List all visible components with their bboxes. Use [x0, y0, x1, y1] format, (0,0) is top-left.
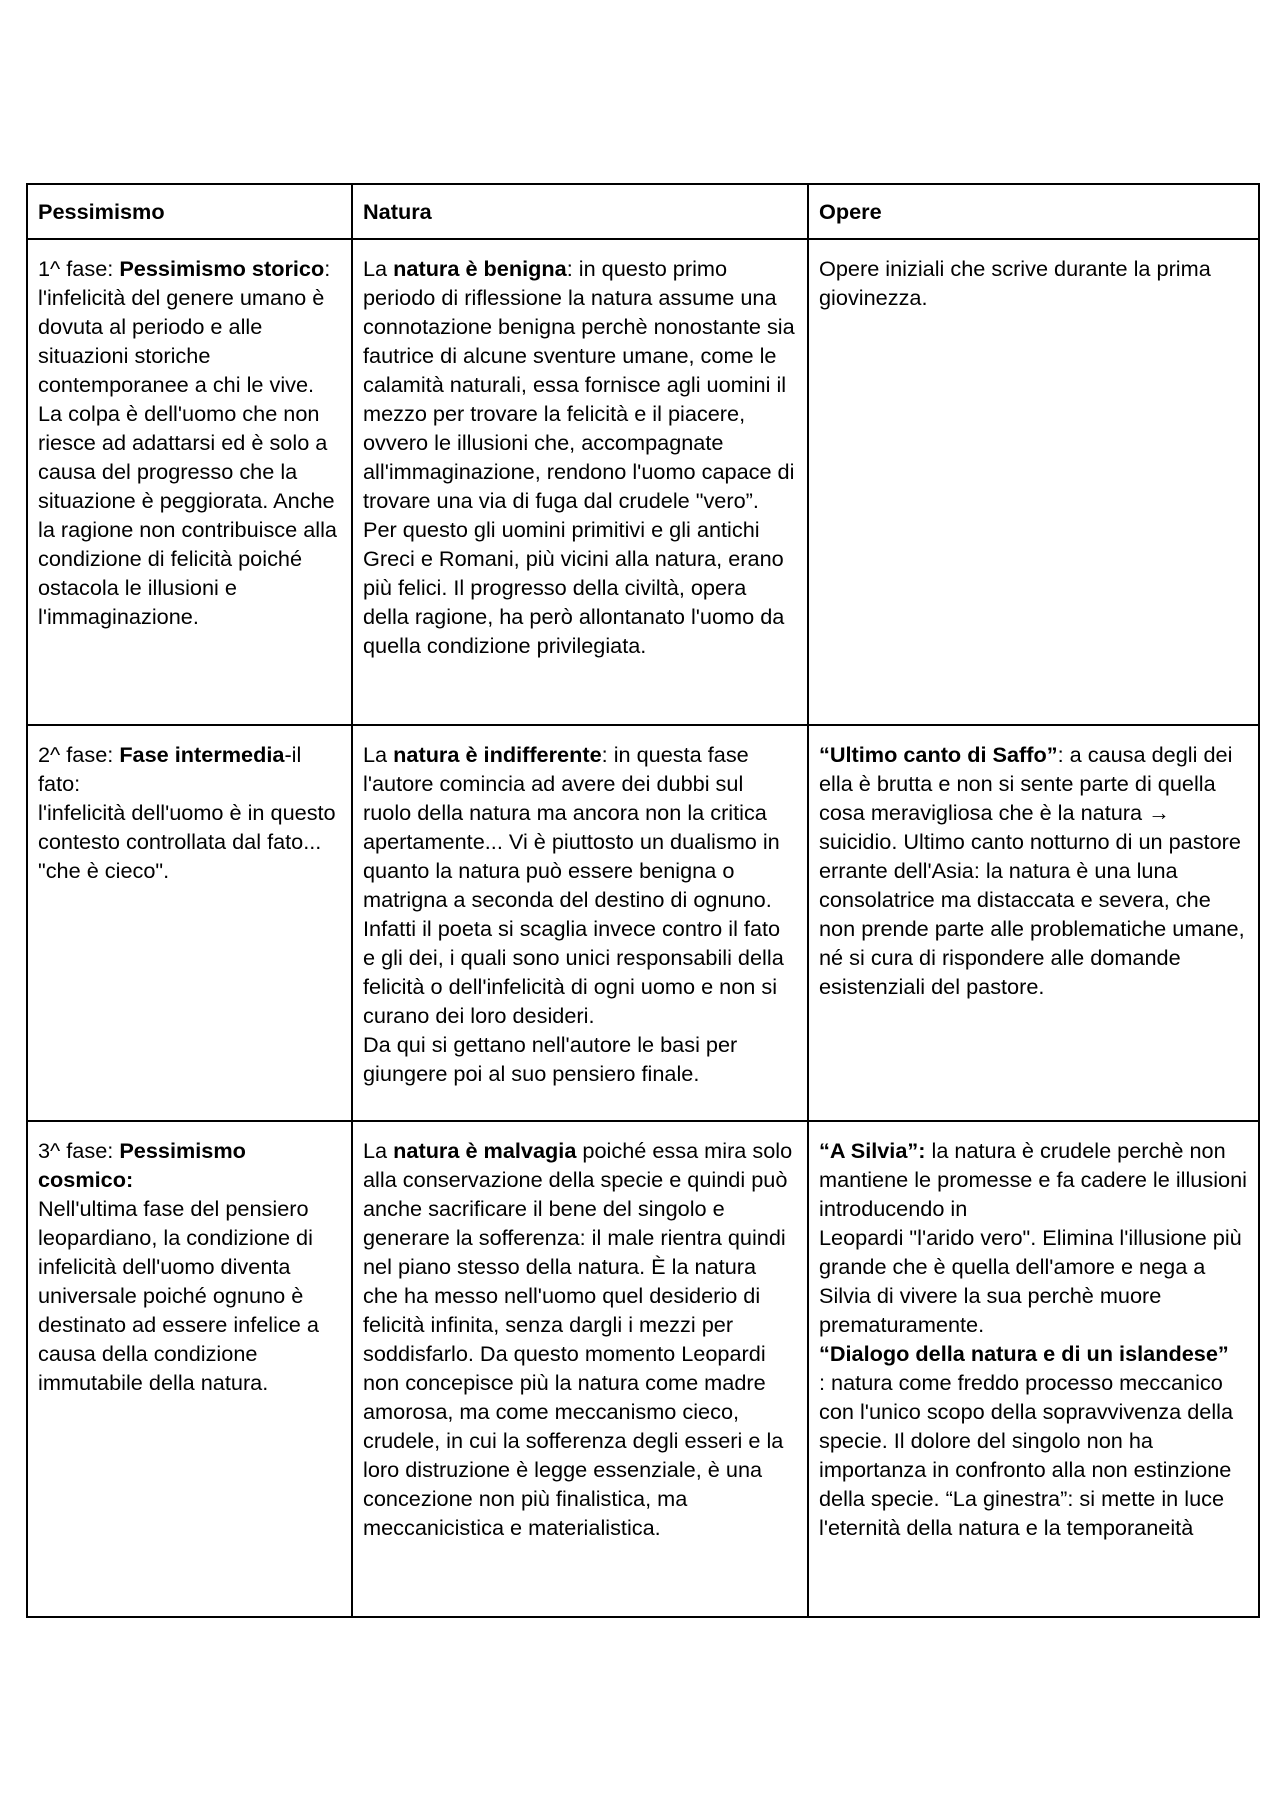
table-row	[27, 725, 1259, 1121]
cell-opere-fase3: “A Silvia”: la natura è crudele perchè non mantiene le promesse e fa cadere le illusioni introducendo in Leopardi "l'arido vero". Elimina l'illusione più grande che è quella dell'amore e nega a Silvia di vivere la sua perchè muore prematuramente. “Dialogo della natura e di un islandese” : natura come freddo processo meccanico con l'unico scopo della sopravvivenza della specie. Il dolore del singolo non ha importanza in confronto alla non estinzione della specie. “La ginestra”: si mette in luce l'eternità della natura e la temporaneità	[808, 1121, 1259, 1617]
cell-pessimismo-fase1: 1^ fase: Pessimismo storico: l'infelicità del genere umano è dovuta al periodo e alle situazioni storiche contemporanee a chi le vive. La colpa è dell'uomo che non riesce ad adattarsi ed è solo a causa del progresso che la situazione è peggiorata. Anche la ragione non contribuisce alla condizione di felicità poiché ostacola le illusioni e l'immaginazione.	[27, 239, 352, 725]
bold-term: Fase intermedia	[119, 742, 285, 767]
bold-term: “A Silvia”:	[819, 1138, 926, 1163]
bold-term: natura è malvagia	[393, 1138, 577, 1163]
bold-term: Pessimismo cosmico:	[38, 1138, 246, 1192]
header-pessimismo: Pessimismo	[27, 184, 352, 239]
leopardi-table	[26, 183, 1260, 1618]
cell-opere-fase2: “Ultimo canto di Saffo”: a causa degli dei ella è brutta e non si sente parte di quella cosa meravigliosa che è la natura → suicidio. Ultimo canto notturno di un pastore errante dell'Asia: la natura è una luna consolatrice ma distaccata e severa, che non prende parte alle problematiche umane, né si cura di rispondere alle domande esistenziali del pastore.	[808, 725, 1259, 1121]
bold-term: Pessimismo storico	[119, 256, 325, 281]
bold-term: “Dialogo della natura e di un islandese”	[819, 1341, 1229, 1366]
cell-pessimismo-fase2: 2^ fase: Fase intermedia-il fato: l'infelicità dell'uomo è in questo contesto controllata dal fato... "che è cieco".	[27, 725, 352, 1121]
cell-opere-fase1: Opere iniziali che scrive durante la prima giovinezza.	[808, 239, 1259, 725]
header-row	[27, 184, 1259, 239]
cell-natura-fase1: La natura è benigna: in questo primo periodo di riflessione la natura assume una connotazione benigna perchè nonostante sia fautrice di alcune sventure umane, come le calamità naturali, essa fornisce agli uomini il mezzo per trovare la felicità e il piacere, ovvero le illusioni che, accompagnate all'immaginazione, rendono l'uomo capace di trovare una via di fuga dal crudele "vero”. Per questo gli uomini primitivi e gli antichi Greci e Romani, più vicini alla natura, erano più felici. Il progresso della civiltà, opera della ragione, ha però allontanato l'uomo da quella condizione privilegiata.	[352, 239, 808, 725]
bold-term: natura è benigna	[393, 256, 567, 281]
table-row	[27, 1121, 1259, 1617]
bold-term: natura è indifferente	[393, 742, 602, 767]
table-row	[27, 239, 1259, 725]
cell-natura-fase3: La natura è malvagia poiché essa mira solo alla conservazione della specie e quindi può anche sacrificare il bene del singolo e generare la sofferenza: il male rientra quindi nel piano stesso della natura. È la natura che ha messo nell'uomo quel desiderio di felicità infinita, senza dargli i mezzi per soddisfarlo. Da questo momento Leopardi non concepisce più la natura come madre amorosa, ma come meccanismo cieco, crudele, in cui la sofferenza degli esseri e la loro distruzione è legge essenziale, è una concezione non più finalistica, ma meccanicistica e materialistica.	[352, 1121, 808, 1617]
bold-term: “Ultimo canto di Saffo”	[819, 742, 1058, 767]
header-natura: Natura	[352, 184, 808, 239]
cell-natura-fase2: La natura è indifferente: in questa fase l'autore comincia ad avere dei dubbi sul ruolo della natura ma ancora non la critica apertamente... Vi è piuttosto un dualismo in quanto la natura può essere benigna o matrigna a seconda del destino di ognuno. Infatti il poeta si scaglia invece contro il fato e gli dei, i quali sono unici responsabili della felicità o dell'infelicità di ogni uomo e non si curano dei loro desideri. Da qui si gettano nell'autore le basi per giungere poi al suo pensiero finale.	[352, 725, 808, 1121]
cell-pessimismo-fase3: 3^ fase: Pessimismo cosmico: Nell'ultima fase del pensiero leopardiano, la condizione di infelicità dell'uomo diventa universale poiché ognuno è destinato ad essere infelice a causa della condizione immutabile della natura.	[27, 1121, 352, 1617]
header-opere: Opere	[808, 184, 1259, 239]
